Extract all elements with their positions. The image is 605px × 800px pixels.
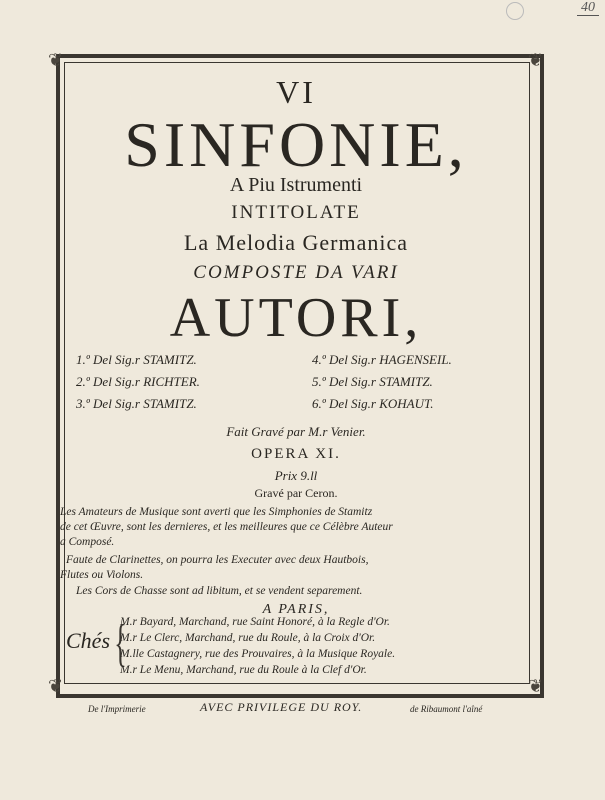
shop-line: M.r Le Clerc, Marchand, rue du Roule, à la Croix d'Or. bbox=[120, 632, 376, 644]
city: A PARIS, bbox=[262, 602, 330, 617]
note-line: a Composé. bbox=[60, 536, 115, 548]
engraver-credit: Fait Gravé par M.r Venier. bbox=[226, 424, 366, 439]
author-left: 1.º Del Sig.r STAMITZ. bbox=[76, 352, 197, 367]
footer-privilege: AVEC PRIVILEGE DU ROY. bbox=[200, 700, 363, 714]
title-count: VI bbox=[276, 74, 316, 110]
note-line: de cet Œuvre, sont les dernieres, et les meilleures que ce Célèbre Auteur bbox=[60, 521, 393, 533]
author-right: 6.º Del Sig.r KOHAUT. bbox=[312, 396, 434, 411]
composte: COMPOSTE DA VARI bbox=[193, 262, 399, 283]
note-line: Flutes ou Violons. bbox=[60, 569, 144, 581]
author-right: 5.º Del Sig.r STAMITZ. bbox=[312, 374, 433, 389]
shop-line: M.r Le Menu, Marchand, rue du Roule à la Clef d'Or. bbox=[120, 664, 367, 676]
price: Prix 9.ll bbox=[274, 468, 318, 483]
shop-line: M.r Bayard, Marchand, rue Saint Honoré, à la Regle d'Or. bbox=[120, 616, 390, 628]
page-number: 40 bbox=[577, 0, 599, 16]
corner-flourish-icon: ❦ bbox=[528, 50, 544, 70]
opera-number: OPERA XI. bbox=[251, 446, 341, 462]
author-row bbox=[68, 374, 524, 392]
subtitle: A Piu Istrumenti bbox=[229, 174, 363, 196]
ches-label: Chés bbox=[66, 628, 110, 653]
brace-icon: { bbox=[114, 615, 127, 672]
author-row bbox=[68, 352, 524, 370]
author-left: 2.º Del Sig.r RICHTER. bbox=[76, 374, 200, 389]
grave-par: Gravé par Ceron. bbox=[254, 486, 338, 500]
author-right: 4.º Del Sig.r HAGENSEIL. bbox=[312, 352, 452, 367]
note-line: Les Amateurs de Musique sont averti que les Simphonies de Stamitz bbox=[60, 506, 373, 518]
melodia-germanica: La Melodia Germanica bbox=[183, 230, 408, 255]
corner-flourish-icon: ❦ bbox=[48, 50, 64, 70]
shop-line: M.lle Castagnery, rue des Prouvaires, à la Musique Royale. bbox=[120, 648, 396, 660]
autori-heading: AUTORI, bbox=[169, 287, 423, 349]
author-row bbox=[68, 396, 524, 414]
library-stamp bbox=[506, 2, 524, 20]
corner-flourish-icon: ❦ bbox=[48, 676, 64, 696]
author-left: 3.º Del Sig.r STAMITZ. bbox=[76, 396, 197, 411]
note-line: Faute de Clarinettes, on pourra les Executer avec deux Hautbois, bbox=[66, 554, 369, 566]
title-main: SINFONIE, bbox=[124, 109, 468, 180]
footer-left: De l'Imprimerie bbox=[88, 704, 146, 714]
footer-right: de Ribaumont l'aîné bbox=[410, 704, 483, 714]
intitolate: INTITOLATE bbox=[231, 202, 361, 223]
corner-flourish-icon: ❦ bbox=[528, 676, 544, 696]
note-line: Les Cors de Chasse sont ad libitum, et se vendent separement. bbox=[76, 585, 363, 597]
